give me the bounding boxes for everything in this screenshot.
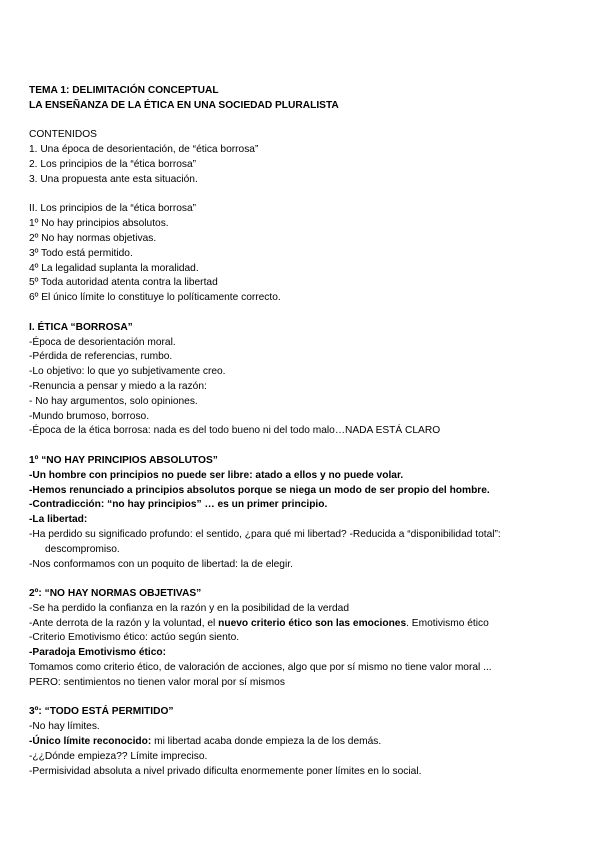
principle-2-line: -Se ha perdido la confianza en la razón y en la posibilidad de la verdad: [29, 602, 349, 614]
principle-3-emphasis: -Único límite reconocido:: [29, 736, 152, 748]
etica-item: -Época de la ética borrosa: nada es del todo bueno ni del todo malo…NADA ESTÁ CLARO: [29, 425, 441, 437]
principle-item: 4º La legalidad suplanta la moralidad.: [29, 262, 199, 274]
title-line-2: LA ENSEÑANZA DE LA ÉTICA EN UNA SOCIEDAD PLURALISTA: [29, 99, 339, 111]
etica-item: - No hay argumentos, solo opiniones.: [29, 395, 198, 407]
etica-heading: I. ÉTICA “BORROSA”: [29, 321, 133, 333]
title-line-1: TEMA 1: DELIMITACIÓN CONCEPTUAL: [29, 85, 219, 96]
principle-item: 6º El único límite lo constituye lo políticamente correcto.: [29, 292, 281, 304]
principle-3-line: -¿¿Dónde empieza?? Límite impreciso.: [29, 750, 208, 762]
etica-borrosa-section: [29, 321, 577, 439]
principle-3-heading: 3º: “TODO ESTÁ PERMITIDO”: [29, 706, 174, 718]
principle-2-text: . Emotivismo ético: [406, 617, 489, 629]
principles-heading: II. Los principios de la “ética borrosa”: [29, 203, 197, 215]
document-body: [29, 84, 577, 779]
etica-item: -Lo objetivo: lo que yo subjetivamente creo.: [29, 366, 226, 378]
principle-1-line: -Nos conformamos con un poquito de libertad: la de elegir.: [29, 558, 293, 570]
principle-3-line: -No hay límites.: [29, 721, 100, 733]
etica-item: -Pérdida de referencias, rumbo.: [29, 351, 173, 363]
principle-item: 3º Todo está permitido.: [29, 247, 133, 259]
principles-list-section: [29, 202, 577, 306]
contenidos-section: [29, 128, 577, 187]
principle-2-line: PERO: sentimientos no tienen valor moral por sí mismos: [29, 676, 285, 688]
etica-item: -Renuncia a pensar y miedo a la razón:: [29, 380, 207, 392]
principle-1-line: -Hemos renunciado a principios absolutos porque se niega un modo de ser propio del hombre.: [29, 484, 490, 496]
principle-2-line: [29, 617, 577, 632]
principle-2-emphasis: nuevo criterio ético son las emociones: [218, 617, 407, 629]
principle-2-section: [29, 587, 577, 691]
principle-item: 1º No hay principios absolutos.: [29, 218, 169, 230]
etica-item: -Mundo brumoso, borroso.: [29, 410, 150, 422]
contenidos-item: 1. Una época de desorientación, de “ética borrosa”: [29, 144, 259, 156]
principle-1-line: -Un hombre con principios no puede ser libre: atado a ellos y no puede volar.: [29, 469, 404, 481]
document-title: [29, 84, 577, 114]
principle-2-text: -Ante derrota de la razón y la voluntad, el: [29, 617, 219, 629]
principle-3-line: -Permisividad absoluta a nivel privado dificulta enormemente poner límites en lo social.: [29, 765, 422, 777]
contenidos-heading: CONTENIDOS: [29, 129, 97, 141]
principle-1-line: -Contradicción: “no hay principios” … es un primer principio.: [29, 499, 328, 511]
principle-3-line: [29, 735, 577, 750]
principle-1-line: descompromiso.: [45, 543, 120, 555]
contenidos-item: 3. Una propuesta ante esta situación.: [29, 173, 198, 185]
principle-2-line: -Paradoja Emotivismo ético:: [29, 647, 166, 659]
contenidos-item: 2. Los principios de la “ética borrosa”: [29, 158, 197, 170]
etica-item: -Época de desorientación moral.: [29, 336, 176, 348]
principle-2-line: Tomamos como criterio ético, de valoración de acciones, algo que por sí mismo no tiene valor moral ...: [29, 662, 492, 674]
principle-3-text: mi libertad acaba donde empieza la de los demás.: [151, 736, 382, 748]
principle-3-section: [29, 705, 577, 779]
principle-1-line: -La libertad:: [29, 514, 88, 526]
principle-1-heading: 1º “NO HAY PRINCIPIOS ABSOLUTOS”: [29, 454, 218, 466]
principle-1-line: -Ha perdido su significado profundo: el sentido, ¿para qué mi libertad? -Reducida a “disponibilidad total”:: [29, 528, 501, 540]
principle-1-section: [29, 454, 577, 572]
principle-item: 5º Toda autoridad atenta contra la libertad: [29, 277, 218, 289]
principle-item: 2º No hay normas objetivas.: [29, 232, 157, 244]
principle-2-line: -Criterio Emotivismo ético: actúo según siento.: [29, 632, 240, 644]
principle-2-heading: 2º: “NO HAY NORMAS OBJETIVAS”: [29, 588, 202, 600]
